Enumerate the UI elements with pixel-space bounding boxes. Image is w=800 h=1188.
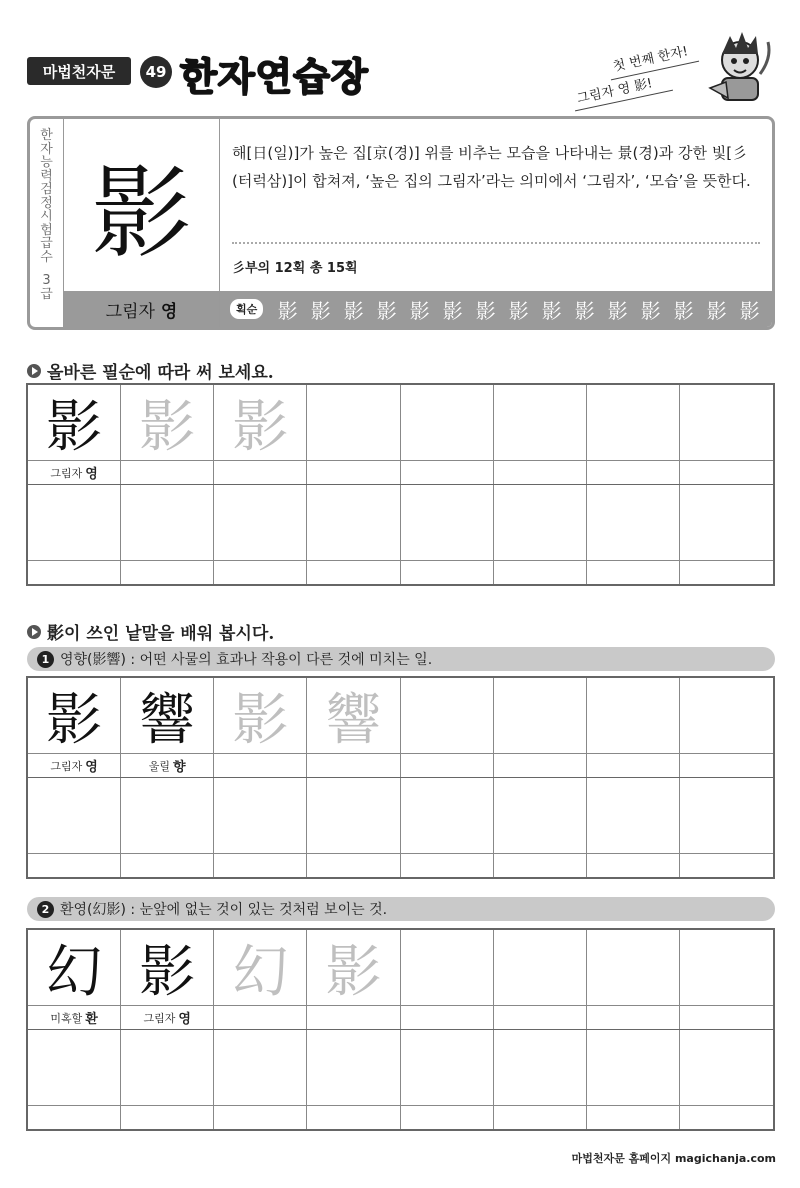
empty-label-area [587,853,679,877]
empty-writing-area [401,930,493,1005]
stroke-step-char: 影 [508,298,529,323]
stroke-step-char: 影 [409,298,430,323]
practice-cell[interactable] [587,1030,680,1129]
meaning-sound-bar [64,291,219,327]
empty-writing-area [28,778,120,853]
empty-writing-area [587,678,679,753]
stroke-step-char: 影 [739,298,760,323]
practice-cell[interactable] [680,485,773,584]
exam-label-char: 한 [40,128,53,143]
stroke-step-char: 影 [673,298,694,323]
cell-label [680,460,773,484]
empty-label-area [494,853,586,877]
practice-cell[interactable] [494,1030,587,1129]
empty-writing-area [587,778,679,853]
empty-label-area [680,560,773,584]
cell-sound: 향 [173,760,186,775]
trace-character: 影 [232,687,289,753]
cell-label [587,460,679,484]
empty-writing-area [587,1030,679,1105]
practice-cell[interactable] [587,930,680,1029]
practice-cell[interactable] [494,778,587,877]
empty-writing-area [680,678,773,753]
practice-cell[interactable] [401,778,494,877]
empty-writing-area [121,1030,213,1105]
empty-writing-area [494,485,586,560]
empty-label-area [121,560,213,584]
cell-meaning: 그림자 [143,1011,176,1025]
practice-cell[interactable] [494,385,587,484]
word-definition-text: 영향(影響) : 어떤 사물의 효과나 작용이 다른 것에 미치는 일. [60,652,433,668]
empty-label-area [401,853,493,877]
cell-label [214,753,306,777]
stroke-step-char: 影 [640,298,661,323]
exam-label-char: 검 [40,182,53,197]
practice-cell[interactable] [121,930,214,1029]
exam-label-char: 험 [40,222,53,238]
cell-label [28,753,120,777]
empty-label-area [680,853,773,877]
stroke-step-char: 影 [376,298,397,323]
practice-cell[interactable] [401,385,494,484]
empty-label-area [214,1105,306,1129]
empty-writing-area [680,485,773,560]
practice-cell[interactable] [214,485,307,584]
word-definition-bar [27,897,775,921]
trace-character: 影 [139,394,196,460]
grid-row-blank [28,484,773,584]
practice-cell[interactable] [680,385,773,484]
empty-writing-area [401,678,493,753]
mascot-illustration [700,28,780,108]
cell-label [680,753,773,777]
practice-cell[interactable] [494,485,587,584]
practice-cell[interactable] [401,485,494,584]
practice-cell[interactable] [28,1030,121,1129]
practice-cell[interactable] [401,678,494,777]
empty-writing-area [28,485,120,560]
trace-character: 響 [325,687,382,753]
model-character: 幻 [46,939,103,1005]
cell-label [401,460,493,484]
exam-label-char: 급 [40,286,53,302]
empty-label-area [121,853,213,877]
exam-label-char: 급 [40,236,53,251]
practice-cell[interactable] [307,930,400,1029]
practice-cell[interactable] [214,930,307,1029]
practice-cell[interactable] [680,778,773,877]
word-practice-grid [26,676,775,879]
cell-label [680,1005,773,1029]
empty-writing-area [680,1030,773,1105]
empty-writing-area [587,385,679,460]
stroke-step-char: 影 [607,298,628,323]
empty-label-area [307,853,399,877]
empty-label-area [494,560,586,584]
empty-label-area [307,560,399,584]
empty-label-area [121,1105,213,1129]
practice-cell[interactable] [587,385,680,484]
word-number-badge: 2 [37,901,54,918]
practice-cell[interactable] [680,1030,773,1129]
word-definition-text: 환영(幻影) : 눈앞에 없는 것이 있는 것처럼 보이는 것. [60,902,388,918]
practice-cell[interactable] [121,485,214,584]
exam-label-char: 시 [40,209,53,224]
empty-label-area [28,853,120,877]
empty-writing-area [494,778,586,853]
exam-label-char: 력 [40,168,53,184]
practice-cell[interactable] [121,678,214,777]
empty-writing-area [401,385,493,460]
empty-writing-area [307,1030,399,1105]
stroke-step-char: 影 [541,298,562,323]
empty-label-area [587,1105,679,1129]
empty-label-area [587,560,679,584]
practice-cell[interactable] [28,485,121,584]
exam-label-char: 수 [40,249,53,265]
cell-sound: 영 [178,1012,191,1027]
practice-cell[interactable] [307,1030,400,1129]
empty-label-area [494,1105,586,1129]
section-title: 올바른 필순에 따라 써 보세요. [47,363,274,383]
cell-label [401,1005,493,1029]
cell-label [214,1005,306,1029]
practice-cell[interactable] [28,385,121,484]
exam-label-char: 능 [40,155,53,170]
practice-cell[interactable] [121,778,214,877]
cell-label [28,1005,120,1029]
practice-cell[interactable] [214,778,307,877]
cell-meaning: 그림자 [50,466,83,480]
practice-cell[interactable] [28,930,121,1029]
play-bullet-icon [27,625,41,639]
empty-writing-area [587,930,679,1005]
practice-cell[interactable] [494,930,587,1029]
empty-writing-area [680,778,773,853]
cell-label [587,1005,679,1029]
practice-cell[interactable] [307,778,400,877]
cell-label [494,1005,586,1029]
model-character: 影 [46,394,103,460]
empty-writing-area [307,485,399,560]
cell-label [121,1005,213,1029]
word-practice-grid [26,928,775,1131]
practice-cell[interactable] [401,930,494,1029]
empty-writing-area [401,485,493,560]
practice-cell[interactable] [214,678,307,777]
dotted-separator [232,242,760,244]
trace-character: 影 [232,394,289,460]
model-character: 影 [46,687,103,753]
empty-writing-area [121,485,213,560]
cell-label [121,753,213,777]
writing-practice-grid [26,383,775,586]
exam-label-char: 정 [40,195,53,211]
practice-cell[interactable] [587,485,680,584]
cell-label [121,460,213,484]
cell-sound: 환 [85,1012,98,1027]
practice-cell[interactable] [121,1030,214,1129]
section-heading-words [27,619,274,644]
practice-cell[interactable] [401,1030,494,1129]
empty-label-area [214,853,306,877]
empty-writing-area [401,778,493,853]
cell-meaning: 미혹할 [50,1011,83,1025]
exam-level-label [30,119,64,327]
practice-cell[interactable] [587,778,680,877]
cell-label [494,460,586,484]
page-title: 한자연습장 [180,55,369,99]
grid-row-blank [28,777,773,877]
stroke-step-char: 影 [706,298,727,323]
practice-cell[interactable] [680,678,773,777]
grid-row-blank [28,1029,773,1129]
lesson-number: 49 [140,56,172,88]
meaning-text: 그림자 [105,301,155,322]
word-number-badge: 1 [37,651,54,668]
stroke-step-char: 影 [277,298,298,323]
play-bullet-icon [27,364,41,378]
practice-cell[interactable] [587,678,680,777]
empty-writing-area [494,1030,586,1105]
cell-label [214,460,306,484]
grid-row-characters [28,385,773,484]
empty-writing-area [587,485,679,560]
empty-label-area [28,1105,120,1129]
speech-text-2: 그림자 영 影! [575,76,654,107]
cell-label [307,1005,399,1029]
grid-row-characters [28,930,773,1029]
empty-writing-area [494,678,586,753]
radical-stroke-info: 彡부의 12획 총 15획 [232,261,358,276]
practice-cell[interactable] [214,385,307,484]
empty-writing-area [121,778,213,853]
empty-label-area [28,560,120,584]
footer-website: 마법천자문 홈페이지 magichanja.com [571,1152,776,1165]
hanja-description: 해[日(일)]가 높은 집[京(경)] 위를 비추는 모습을 나타내는 景(경)과 강한 빛[彡(터럭삼)]이 합쳐져, ‘높은 집의 그림자’라는 의미에서 ‘그림자’, ‘모습’을 뜻한다. [232,144,751,190]
practice-cell[interactable] [214,1030,307,1129]
model-character: 影 [139,939,196,1005]
exam-label-char: 3 [42,273,51,288]
cell-meaning: 그림자 [50,759,83,773]
stroke-step-char: 影 [574,298,595,323]
stroke-step-char: 影 [310,298,331,323]
cell-label [494,753,586,777]
empty-writing-area [214,485,306,560]
practice-cell[interactable] [307,385,400,484]
stroke-step-char: 影 [442,298,463,323]
hanja-info-card [27,116,775,330]
practice-cell[interactable] [28,778,121,877]
empty-writing-area [680,930,773,1005]
empty-label-area [214,560,306,584]
empty-writing-area [307,385,399,460]
practice-cell[interactable] [680,930,773,1029]
cell-label [307,753,399,777]
cell-label [28,460,120,484]
empty-writing-area [214,778,306,853]
cell-sound: 영 [85,760,98,775]
empty-writing-area [214,1030,306,1105]
cell-sound: 영 [85,467,98,482]
stroke-order-bar [220,291,772,327]
word-definition-bar [27,647,775,671]
grid-row-characters [28,678,773,777]
empty-writing-area [494,930,586,1005]
main-hanja-character: 影 [91,155,192,272]
cell-meaning: 울릴 [148,759,171,773]
empty-writing-area [307,778,399,853]
cell-label [307,460,399,484]
section-title: 影이 쓰인 낱말을 배워 봅시다. [47,624,275,644]
practice-cell[interactable] [307,678,400,777]
practice-cell[interactable] [28,678,121,777]
sound-text: 영 [160,301,178,322]
exam-label-char: 자 [40,141,53,157]
practice-cell[interactable] [307,485,400,584]
empty-writing-area [28,1030,120,1105]
trace-character: 影 [325,939,382,1005]
stroke-order-label: 획순 [230,299,263,319]
empty-writing-area [680,385,773,460]
empty-label-area [401,1105,493,1129]
practice-cell[interactable] [121,385,214,484]
model-character: 響 [139,687,196,753]
stroke-step-char: 影 [343,298,364,323]
empty-label-area [401,560,493,584]
brand-tag: 마법천자문 [27,57,131,85]
cell-label [401,753,493,777]
cell-label [587,753,679,777]
empty-label-area [307,1105,399,1129]
empty-label-area [680,1105,773,1129]
empty-writing-area [401,1030,493,1105]
speech-text-1: 첫 번째 한자! [611,44,690,75]
section-heading-writing [27,358,274,383]
trace-character: 幻 [232,939,289,1005]
stroke-step-char: 影 [475,298,496,323]
empty-writing-area [494,385,586,460]
practice-cell[interactable] [494,678,587,777]
